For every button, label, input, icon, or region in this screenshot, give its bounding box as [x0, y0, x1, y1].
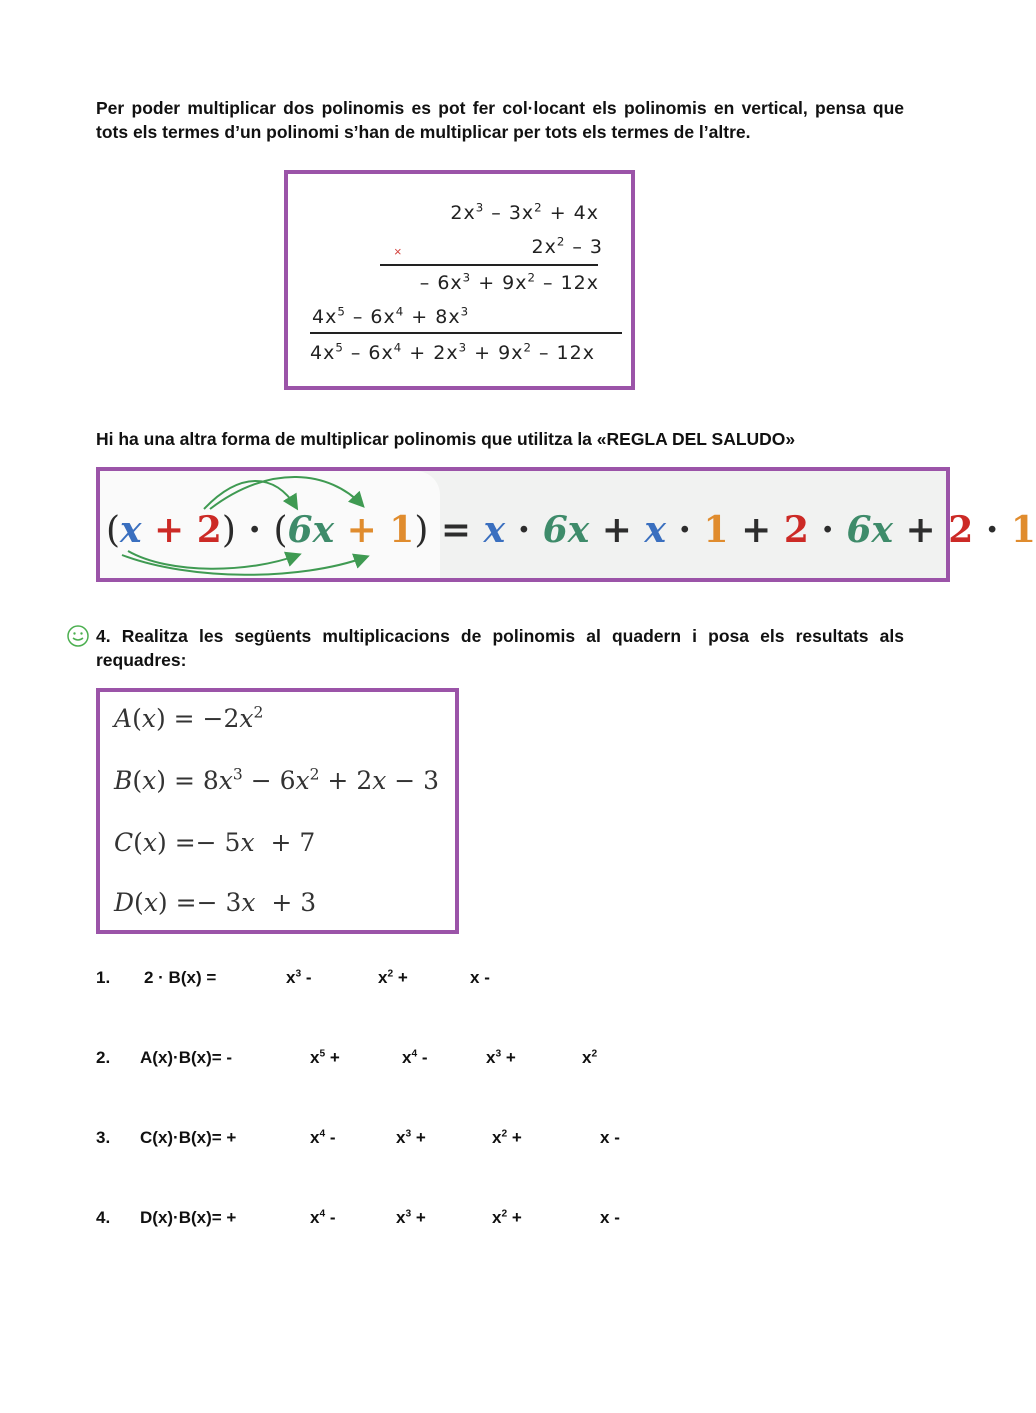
term-x: x — [120, 509, 142, 551]
term: – 6x — [343, 342, 394, 364]
term: + 9x — [471, 272, 528, 294]
poly-var: x — [142, 828, 158, 857]
answer-term[interactable]: $x^3$ - — [286, 968, 312, 987]
answer-term[interactable]: $x^2$ + — [492, 1128, 522, 1147]
operator: + — [141, 509, 197, 551]
exponent: 3 — [232, 765, 243, 784]
poly-name: A — [114, 704, 133, 733]
result-row — [310, 342, 595, 364]
exercise-label: A(x)·B(x)= - — [140, 1048, 233, 1067]
poly-term: + 2 — [319, 766, 373, 795]
exercise-number: 4. — [96, 1208, 111, 1227]
divider-line — [380, 264, 598, 266]
term: + 8x — [404, 306, 461, 328]
term: + 9x — [467, 342, 524, 364]
poly-name: B — [114, 766, 133, 795]
exponent: 2 — [309, 765, 320, 784]
term: 4x — [310, 342, 336, 364]
term: – 3x — [484, 202, 535, 224]
poly-C: C(x) =− 5x + 7 — [114, 828, 316, 857]
poly-B: $B(x) = 8x^3 - 6x^2 + 2x - 3$ — [114, 765, 440, 795]
poly-var: x — [372, 766, 387, 795]
operator: + — [589, 509, 645, 551]
partial-product-row-2 — [312, 306, 469, 328]
partial-product-row-1 — [420, 272, 599, 294]
exercise-number: 3. — [96, 1128, 111, 1147]
paren: ( — [106, 510, 121, 551]
operator: · — [235, 509, 274, 551]
poly-D: D(x) =− 3x + 3 — [114, 888, 317, 917]
exponent: 5 — [335, 340, 344, 355]
exponent: 2 — [253, 703, 264, 722]
answer-term[interactable]: $x^2$ — [582, 1048, 598, 1067]
term: – 3 — [565, 236, 603, 258]
answer-term[interactable]: $x^4$ - — [310, 1208, 336, 1227]
term: – 12x — [531, 342, 595, 364]
poly-term: = −2 — [173, 704, 240, 733]
term-1: 1 — [1010, 509, 1036, 551]
term-6x: 6x — [287, 509, 335, 551]
answer-term[interactable]: x - — [470, 968, 490, 987]
polynomial-definitions-box — [96, 688, 459, 934]
term-6x: 6x — [542, 509, 590, 551]
poly-term: = 8 — [173, 766, 219, 795]
exponent: 2 — [534, 200, 543, 215]
exercise-label: 2 · B(x) = — [144, 968, 217, 987]
poly-A: $A(x) = -2x^2$ — [114, 703, 264, 733]
paren: ( — [273, 510, 288, 551]
exponent: 3 — [460, 304, 470, 319]
operator: · — [808, 509, 847, 551]
operator: · — [973, 509, 1011, 551]
poly-term: − 3 — [386, 766, 440, 795]
poly-term: − 6 — [242, 766, 296, 795]
term-x: x — [483, 509, 506, 551]
term-2: 2 — [196, 509, 222, 551]
term: + 2x — [402, 342, 459, 364]
operator: + — [728, 509, 784, 551]
term: – 6x — [419, 272, 463, 294]
operator: · — [505, 509, 543, 551]
exponent: 5 — [337, 304, 346, 319]
paren: ) — [221, 510, 236, 551]
operator: = — [428, 509, 484, 551]
term-x: x — [644, 509, 666, 551]
answer-term[interactable]: x - — [600, 1208, 620, 1227]
term: + 4x — [542, 202, 599, 224]
poly-var: x — [141, 704, 156, 733]
term-2: 2 — [948, 509, 974, 551]
poly-term: =− 3 — [175, 888, 242, 917]
arrow-x-to-1 — [122, 555, 366, 575]
regla-del-saludo-box — [96, 467, 1036, 582]
term: 4x — [312, 306, 338, 328]
poly-term: + 3 — [255, 888, 317, 917]
answer-term[interactable]: $x^4$ - — [402, 1048, 428, 1067]
operator: · — [665, 509, 704, 551]
operator: + — [893, 509, 949, 551]
exponent: 2 — [556, 234, 566, 249]
exponent: 3 — [462, 270, 472, 285]
poly-var: x — [142, 766, 157, 795]
smiley-face-icon[interactable] — [66, 624, 90, 648]
answer-term[interactable]: $x^3$ + — [396, 1208, 426, 1227]
term: 2x — [531, 236, 557, 258]
exponent: 3 — [458, 340, 468, 355]
poly-term: =− 5 — [174, 828, 241, 857]
times-mark: × — [394, 244, 402, 259]
exercise-label: C(x)·B(x)= + — [140, 1128, 237, 1147]
question-4-text: 4. Realitza les següents multiplicacions de polinomis al quadern i posa els resultats als requadres: — [96, 626, 904, 670]
arrow-x-to-6x — [128, 551, 298, 569]
answer-term[interactable]: $x^2$ + — [378, 968, 408, 987]
exponent: 2 — [523, 340, 532, 355]
answer-term[interactable]: $x^2$ + — [492, 1208, 522, 1227]
exponent: 2 — [527, 270, 536, 285]
term-6x: 6x — [846, 509, 893, 551]
poly-var: x — [240, 828, 255, 857]
poly-var: x — [218, 766, 233, 795]
poly-name: D — [114, 888, 135, 917]
exercise-number: 2. — [96, 1048, 111, 1067]
answer-term[interactable]: $x^3$ + — [486, 1048, 516, 1067]
vertical-multiplication-box — [284, 170, 635, 390]
paren: ) — [414, 510, 429, 551]
saludo-formula — [106, 509, 1036, 551]
intro-paragraph: Per poder multiplicar dos polinomis es pot fer col·locant els polinomis en vertical, pensa que tots els termes d’un polinomi s’han de multiplicar per tots els termes de l’altre. — [96, 98, 904, 142]
divider-line — [310, 332, 622, 334]
term: – 6x — [345, 306, 396, 328]
answer-term[interactable]: $x^4$ - — [310, 1128, 336, 1147]
answer-term[interactable]: $x^3$ + — [396, 1128, 426, 1147]
term-2: 2 — [783, 509, 809, 551]
poly-var: x — [143, 888, 158, 917]
poly-name: C — [114, 828, 134, 857]
poly-term: + 7 — [254, 828, 316, 857]
exercise-label: D(x)·B(x)= + — [140, 1208, 237, 1227]
answer-term[interactable]: x - — [600, 1128, 620, 1147]
term-1: 1 — [703, 509, 729, 551]
exponent: 3 — [475, 200, 485, 215]
regla-del-saludo-intro: Hi ha una altra forma de multiplicar polinomis que utilitza la «REGLA DEL SALUDO» — [96, 429, 796, 449]
exponent: 4 — [395, 304, 405, 319]
multiplier-row — [531, 236, 603, 258]
exercise-number: 1. — [96, 968, 111, 987]
term: 2x — [450, 202, 476, 224]
exponent: 4 — [393, 340, 403, 355]
operator: + — [334, 509, 390, 551]
multiplicand-row — [450, 202, 599, 224]
term-1: 1 — [389, 509, 415, 551]
answer-term[interactable]: $x^5$ + — [310, 1048, 340, 1067]
poly-var: x — [239, 704, 254, 733]
poly-var: x — [295, 766, 310, 795]
poly-var: x — [241, 888, 256, 917]
term: – 12x — [536, 272, 599, 294]
